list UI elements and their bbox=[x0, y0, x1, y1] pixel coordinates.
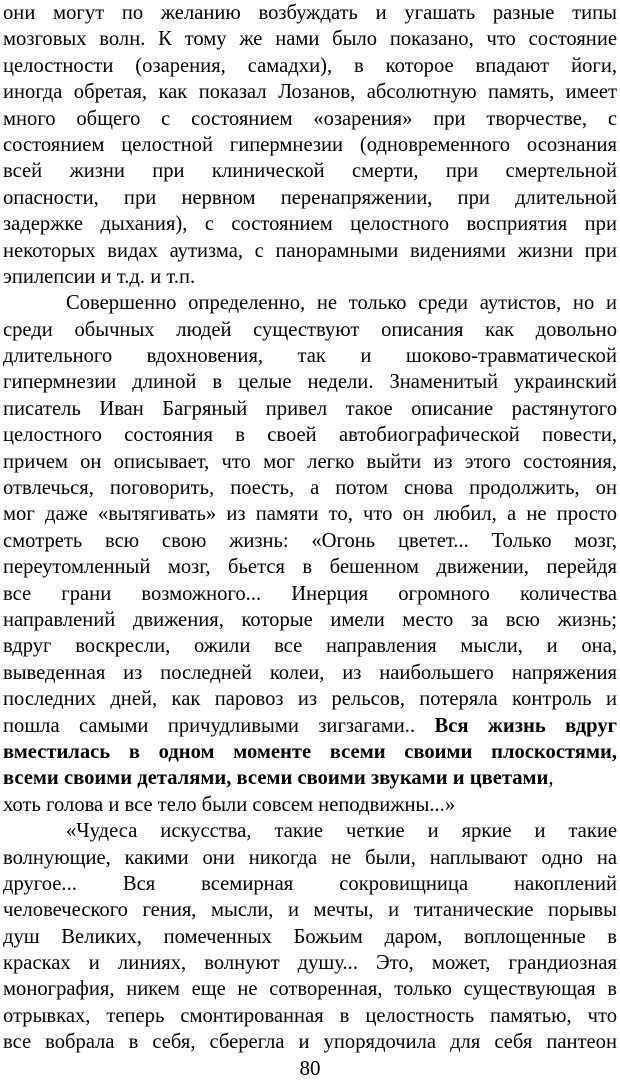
text-line: мозговых волн. К тому же нами было показано, что состояние bbox=[3, 28, 617, 51]
text-line: все грани возможного... Инерция огромного количества bbox=[3, 582, 617, 605]
text-line: другое... Вся всемирная сокровищница накоплений bbox=[3, 872, 617, 895]
mixed-text-line bbox=[3, 713, 617, 739]
paragraph-start-line: «Чудеса искусства, такие четкие и яркие и такие bbox=[66, 820, 617, 843]
text-line: душ Великих, помеченных Божьим даром, воплощенные в bbox=[3, 925, 617, 948]
text-line: направлений движения, которые имели место за всю жизнь; bbox=[3, 608, 617, 631]
text-line: целостности (озарения, самадхи), в которое впадают йоги, bbox=[3, 54, 617, 77]
text-line: длительного вдохновения, так и шоково-травматической bbox=[3, 345, 617, 368]
text-line: монография, никем еще не сотворенная, только существующая в bbox=[3, 978, 617, 1001]
paragraph-start-line: Совершенно определенно, не только среди аутистов, но и bbox=[66, 292, 617, 315]
text-line: опасности, при нервном перенапряжении, при длительной bbox=[3, 186, 617, 209]
text-line: вдруг воскресли, ожили все направления мысли, и она, bbox=[3, 635, 617, 658]
text-line: задержке дыхания), с состоянием целостного восприятия при bbox=[3, 213, 617, 236]
text-line: гипермнезии длиной в целые недели. Знаменитый украинский bbox=[3, 371, 617, 394]
text-line: отвлечься, поговорить, поесть, а потом снова продолжить, он bbox=[3, 477, 617, 500]
text-line: состоянием целостной гипермнезии (одновременного осознания bbox=[3, 133, 617, 156]
text-line: некоторых видах аутизма, с панорамными видениями жизни при bbox=[3, 239, 617, 262]
normal-text: , bbox=[548, 767, 554, 790]
emphasized-text: Вся жизнь вдруг bbox=[434, 714, 617, 737]
emphasized-text: всеми своими деталями, всеми своими звуками и цветами bbox=[3, 767, 549, 790]
text-line: человеческого гения, мысли, и мечты, и титанические порывы bbox=[3, 899, 617, 922]
text-line: эпилепсии и т.д. и т.п. bbox=[3, 265, 196, 288]
text-line: писатель Иван Багряный привел такое описание растянутого bbox=[3, 397, 617, 420]
text-line: много общего с состоянием «озарения» при творчестве, с bbox=[3, 107, 617, 130]
text-line: целостного состояния в своей автобиографической повести, bbox=[3, 424, 617, 447]
text-line: красках и линиях, волнуют душу... Это, может, грандиозная bbox=[3, 952, 617, 975]
text-line: мог даже «вытягивать» из памяти то, что он любил, а не просто bbox=[3, 503, 617, 526]
mixed-text-line bbox=[3, 765, 617, 791]
text-line: волнующие, какими они никогда не были, наплывают одно на bbox=[3, 846, 617, 869]
emphasized-text-line: вместилась в одном моменте всеми своими плоскостями, bbox=[3, 740, 617, 763]
text-line: переутомленный мозг, бьется в бешенном движении, перейдя bbox=[3, 556, 617, 579]
text-line: всей жизни при клинической смерти, при смертельной bbox=[3, 160, 617, 183]
text-line: среди обычных людей существуют описания как довольно bbox=[3, 318, 617, 341]
text-line: все вобрала в себя, сберегла и упорядочила для себя пантеон bbox=[3, 1031, 617, 1054]
text-line: смотреть всю свою жизнь: «Огонь цветет... Только мозг, bbox=[3, 529, 617, 552]
text-line: причем он описывает, что мог легко выйти из этого состояния, bbox=[3, 450, 617, 473]
normal-text: пошла самыми причудливыми зигзагами.. bbox=[3, 714, 416, 737]
page-number: 80 bbox=[299, 1056, 321, 1080]
text-line: выведенная из последней колеи, из наибольшего напряжения bbox=[3, 661, 617, 684]
text-line: хоть голова и все тело были совсем неподвижны...» bbox=[3, 793, 456, 816]
text-line: иногда обретая, как показал Лозанов, абсолютную память, имеет bbox=[3, 81, 617, 104]
text-line: отрывках, теперь смонтированная в целостность памятью, что bbox=[3, 1004, 617, 1027]
body-text bbox=[3, 0, 617, 1056]
text-line: последних дней, как паровоз из рельсов, потеряла контроль и bbox=[3, 688, 617, 711]
text-line: они могут по желанию возбуждать и угашать разные типы bbox=[3, 2, 617, 24]
